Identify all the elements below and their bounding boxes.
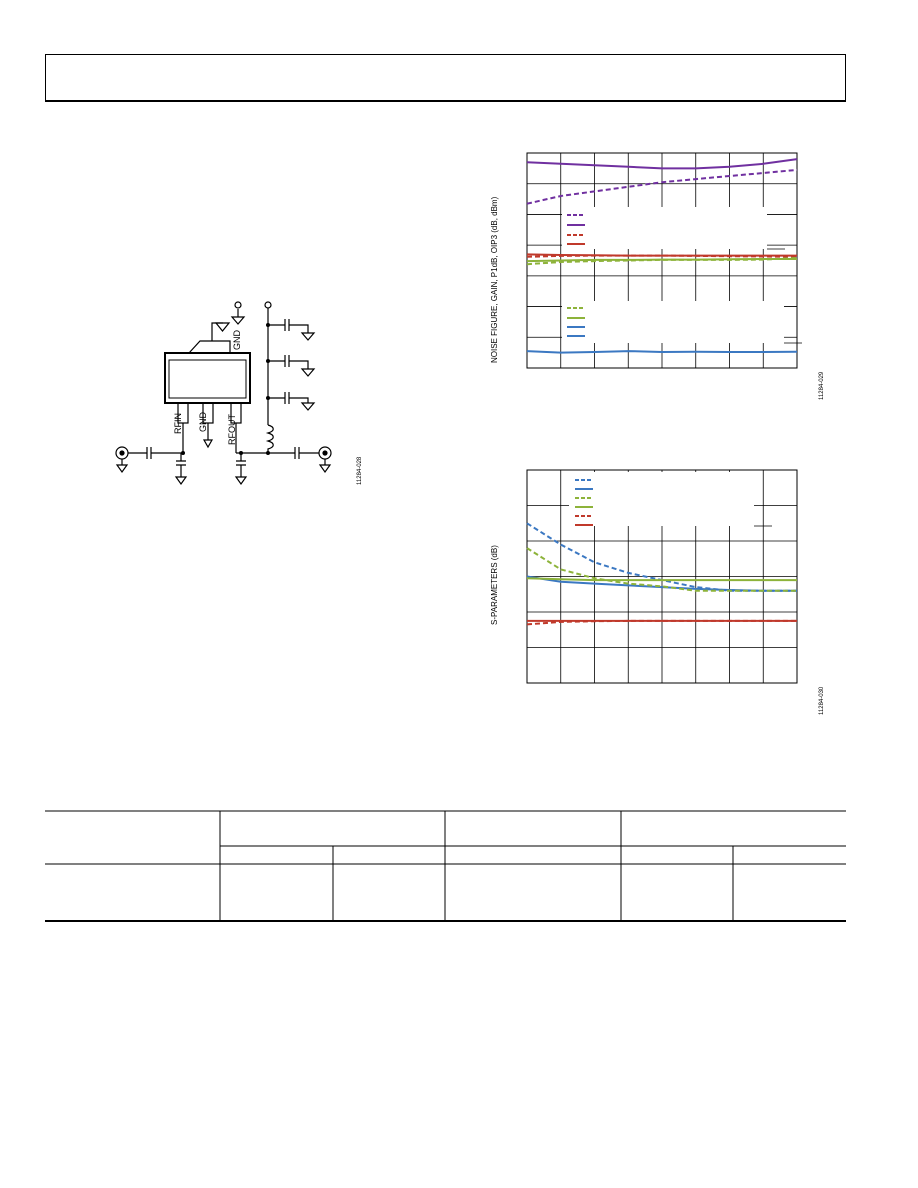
series-line-6	[527, 351, 797, 353]
ic-package-inner	[169, 360, 246, 398]
tab-label-gnd: GND	[232, 330, 242, 350]
inductor	[268, 425, 273, 453]
legend-box	[562, 207, 767, 249]
spec-table	[45, 810, 846, 922]
schematic-figure-id: 11284-028	[357, 456, 363, 485]
pin-label-gnd: GND	[198, 412, 208, 432]
ic-tab	[189, 341, 230, 353]
chart1-figure-id: 11284-029	[819, 371, 825, 400]
legend-box	[562, 301, 784, 343]
s-parameters-chart	[480, 465, 830, 720]
nf-gain-chart	[480, 145, 830, 405]
legend-box	[569, 472, 754, 526]
pin-label-rfin: RFIN	[173, 413, 183, 434]
pin-label-rfout: RFOUT	[227, 414, 237, 445]
chart1-ylabel: NOISE FIGURE, GAIN, P1dB, OIP3 (dB, dBm)	[490, 196, 499, 363]
page-header-box	[45, 54, 846, 102]
chart2-ylabel: S-PARAMETERS (dB)	[490, 545, 499, 625]
chart2-figure-id: 11284-030	[819, 686, 825, 715]
ground-symbol	[216, 323, 229, 331]
evaluation-schematic	[105, 295, 375, 495]
